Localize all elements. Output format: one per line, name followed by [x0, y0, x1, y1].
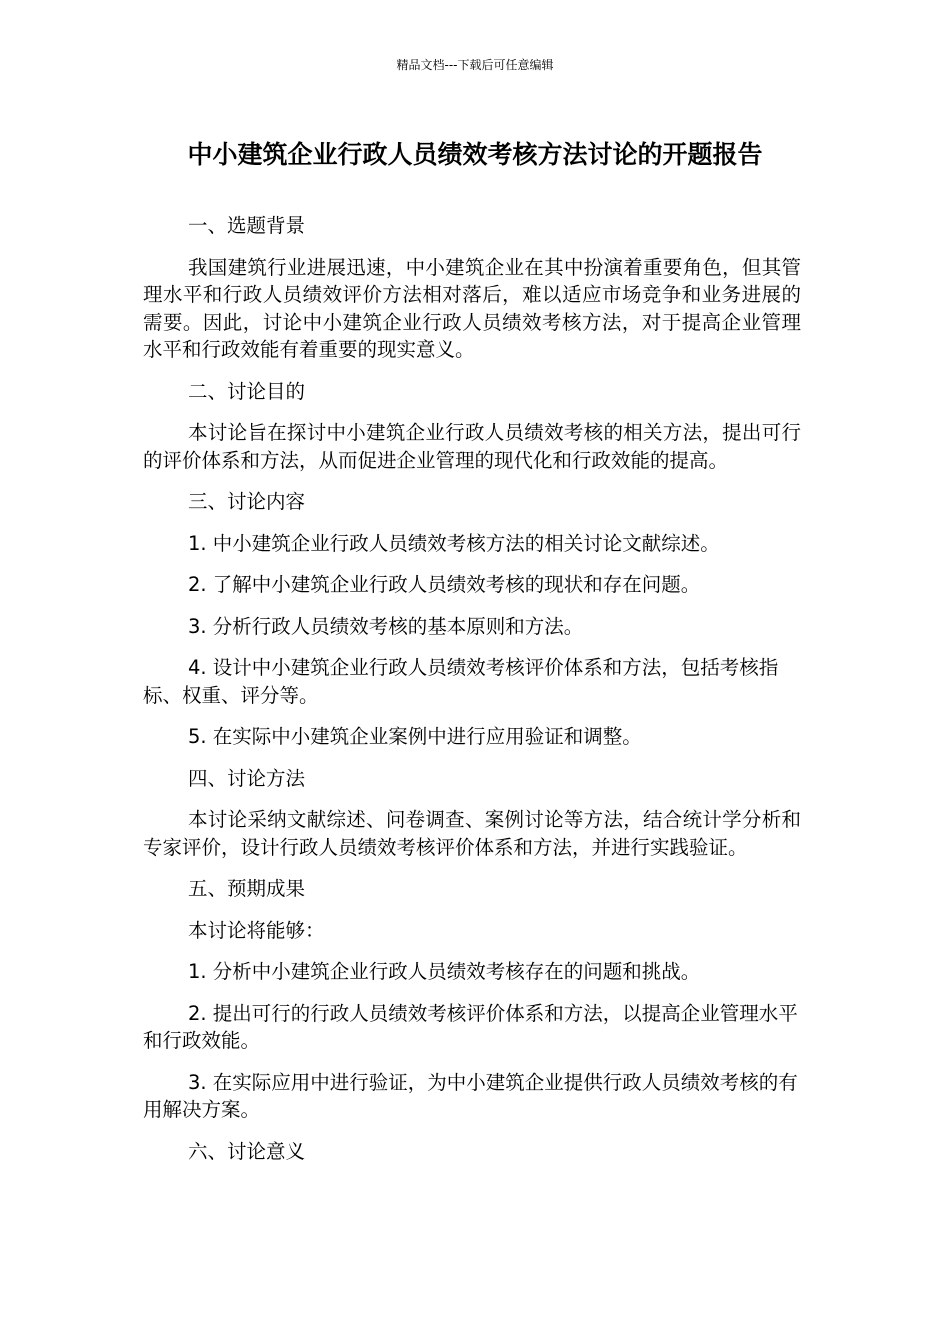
outcomes-list-item: 1. 分析中小建筑企业行政人员绩效考核存在的问题和挑战。 [188, 960, 701, 983]
outcomes-list-item: 2. 提出可行的行政人员绩效考核评价体系和方法，以提高企业管理水平和行政效能。 [143, 1001, 798, 1052]
background-paragraph: 我国建筑行业进展迅速，中小建筑企业在其中扮演着重要角色，但其管理水平和行政人员绩效评价方法相对落后，难以适应市场竞争和业务进展的需要。因此，讨论中小建筑企业行政人员绩效考核方法，对于提高企业管理水平和行政效能有着重要的现实意义。 [143, 255, 801, 361]
section-heading-outcomes: 五、预期成果 [188, 877, 306, 900]
content-list-item: 5. 在实际中小建筑企业案例中进行应用验证和调整。 [188, 725, 642, 748]
document-title: 中小建筑企业行政人员绩效考核方法讨论的开题报告 [187, 140, 763, 169]
section-heading-background: 一、选题背景 [188, 214, 306, 237]
purpose-paragraph: 本讨论旨在探讨中小建筑企业行政人员绩效考核的相关方法，提出可行的评价体系和方法，从而促进企业管理的现代化和行政效能的提高。 [143, 421, 801, 472]
content-list-item: 4. 设计中小建筑企业行政人员绩效考核评价体系和方法，包括考核指标、权重、评分等。 [143, 656, 779, 707]
content-list-item: 3. 分析行政人员绩效考核的基本原则和方法。 [188, 614, 584, 638]
method-paragraph: 本讨论采纳文献综述、问卷调查、案例讨论等方法，结合统计学分析和专家评价，设计行政人员绩效考核评价体系和方法，并进行实践验证。 [143, 808, 801, 859]
content-list-item: 1. 中小建筑企业行政人员绩效考核方法的相关讨论文献综述。 [188, 531, 720, 555]
section-heading-content: 三、讨论内容 [188, 490, 306, 513]
section-heading-significance: 六、讨论意义 [188, 1139, 306, 1163]
section-heading-purpose: 二、讨论目的 [188, 379, 306, 403]
outcomes-list-item: 3. 在实际应用中进行验证，为中小建筑企业提供行政人员绩效考核的有用解决方案。 [143, 1070, 798, 1121]
document-body [143, 212, 801, 1179]
section-heading-method: 四、讨论方法 [188, 766, 306, 790]
page-header: 精品文档---下载后可任意编辑 [396, 58, 554, 72]
content-list-item: 2. 了解中小建筑企业行政人员绩效考核的现状和存在问题。 [188, 573, 701, 596]
outcomes-intro: 本讨论将能够： [188, 918, 325, 942]
